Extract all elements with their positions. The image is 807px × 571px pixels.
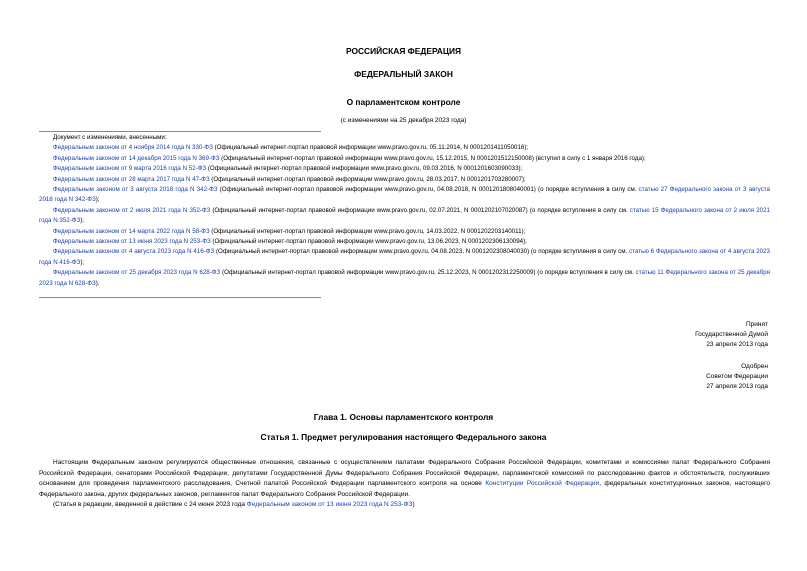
changes-intro: Документ с изменениями, внесенными:	[53, 134, 167, 141]
article-link[interactable]: статью 11 Федерального закона от 25 декабря 2023 года N 628-ФЗ	[39, 269, 770, 287]
article-link[interactable]: статью 27 Федерального закона от 3 августа 2018 года N 342-ФЗ	[39, 186, 771, 204]
law-title: О парламентском контроле	[346, 97, 461, 107]
amendment-link[interactable]: Федеральным законом от 9 марта 2016 года N 52-ФЗ	[53, 165, 207, 173]
adopted-line: Государственной Думой	[695, 331, 768, 339]
change-item: Федеральным законом от 13 июня 2023 года N 253-ФЗ (Официальный интернет-портал правовой информации www.pravo.gov.ru, 13.06.2023, N 0001202306130094);	[53, 238, 527, 246]
body-paragraph: Настоящим Федеральным законом регулируются общественные отношения, связанные с осуществлением палатами Федерального Собрания Российской Федерации, комитетами и комиссиями палат Федерального Собрания Российской Федерации, сенаторами Российской Федерации, депутатами Государственной Думы Федерального Собрания Российской Федерации, парламентской комиссией по расследованию фактов и обстоятельств, послуживших основанием для проведения парламентского расследования, Счетной палатой Российской Федерации парламентского контроля на основе Конституции Российской Федерации, федеральных конституционных законов, настоящего Федерального закона, других федеральных законов, регламентов палат Федерального Собрания Российской Федерации.	[39, 459, 770, 498]
adopted-line: Принят	[745, 321, 768, 328]
approved-line: Советом Федерации	[706, 373, 768, 381]
edition-note: (с изменениями на 25 декабря 2023 года)	[340, 117, 467, 124]
amendment-link[interactable]: Федеральным законом от 13 июня 2023 года N 253-ФЗ	[53, 238, 211, 246]
change-item: Федеральным законом от 3 августа 2018 года N 342-ФЗ (Официальный интернет-портал правовой информации www.pravo.gov.ru, 04.08.2018, N 0001201808040001) (о порядке вступления в силу см. статью 27 Федерального закона от 3 августа 2018 года N 342-ФЗ);	[39, 186, 771, 204]
approved-line: Одобрен	[741, 363, 768, 370]
adopted-date: 23 апреля 2013 года	[706, 341, 768, 349]
article-link[interactable]: статью 6 Федерального закона от 4 августа 2023 года N 416-ФЗ	[39, 248, 770, 266]
article-heading: Статья 1. Предмет регулирования настоящего Федерального закона	[260, 432, 547, 442]
amendment-link[interactable]: Федеральным законом от 13 июня 2023 года N 253-ФЗ	[246, 501, 413, 509]
change-item: Федеральным законом от 4 ноября 2014 года N 330-ФЗ (Официальный интернет-портал правовой информации www.pravo.gov.ru, 05.11.2014, N 0001201411050016);	[53, 144, 529, 152]
amendment-link[interactable]: Федеральным законом от 25 декабря 2023 года N 628-ФЗ	[53, 269, 221, 277]
amendment-link[interactable]: Федеральным законом от 3 августа 2018 года N 342-ФЗ	[53, 186, 218, 194]
amendment-link[interactable]: Федеральным законом от 14 декабря 2015 года N 369-ФЗ	[53, 154, 220, 162]
changes-top-divider	[39, 131, 321, 132]
change-item: Федеральным законом от 2 июля 2021 года N 352-ФЗ (Официальный интернет-портал правовой информации www.pravo.gov.ru, 02.07.2021, N 0001202107020087) (о порядке вступления в силу см. статью 15 Федерального закона от 2 июля 2021 года N 352-ФЗ);	[39, 206, 770, 225]
article-link[interactable]: статью 15 Федерального закона от 2 июля 2021 года N 352-ФЗ	[39, 206, 770, 225]
approved-block	[706, 362, 768, 393]
changes-list	[39, 133, 770, 289]
chapter-heading: Глава 1. Основы парламентского контроля	[313, 412, 494, 422]
changes-bottom-divider	[39, 297, 321, 298]
change-item: Федеральным законом от 25 декабря 2023 года N 628-ФЗ (Официальный интернет-портал правовой информации www.pravo.gov.ru, 25.12.2023, N 0001202312250009) (о порядке вступления в силу см. статью 11 Федерального закона от 25 декабря 2023 года N 628-ФЗ).	[39, 269, 770, 287]
article-body	[39, 458, 770, 511]
amendment-link[interactable]: Федеральным законом от 14 марта 2022 года N 58-ФЗ	[53, 227, 210, 235]
country-heading: РОССИЙСКАЯ ФЕДЕРАЦИЯ	[345, 46, 462, 56]
constitution-link[interactable]: Конституции Российской Федерации	[485, 480, 600, 488]
approved-date: 27 апреля 2013 года	[706, 383, 768, 391]
edition-paragraph: (Статья в редакции, введенной в действие с 24 июня 2023 года Федеральным законом от 13 июня 2023 года N 253-ФЗ)	[53, 501, 415, 509]
change-item: Федеральным законом от 14 декабря 2015 года N 369-ФЗ (Официальный интернет-портал правовой информации www.pravo.gov.ru, 15.12.2015, N 0001201512150008) (вступил в силу с 1 января 2016 года);	[53, 154, 646, 162]
law-type-heading: ФЕДЕРАЛЬНЫЙ ЗАКОН	[354, 69, 453, 79]
change-item: Федеральным законом от 4 августа 2023 года N 416-ФЗ (Официальный интернет-портал правовой информации www.pravo.gov.ru, 04.08.2023, N 0001202308040030) (о порядке вступления в силу см. статью 6 Федерального закона от 4 августа 2023 года N 416-ФЗ);	[39, 248, 770, 266]
adopted-block	[695, 320, 768, 351]
change-item: Федеральным законом от 14 марта 2022 года N 58-ФЗ (Официальный интернет-портал правовой информации www.pravo.gov.ru, 14.03.2022, N 0001202203140011);	[53, 227, 526, 235]
amendment-link[interactable]: Федеральным законом от 4 ноября 2014 года N 330-ФЗ	[53, 144, 213, 152]
amendment-link[interactable]: Федеральным законом от 2 июля 2021 года N 352-ФЗ	[53, 206, 211, 214]
amendment-link[interactable]: Федеральным законом от 28 марта 2017 года N 47-ФЗ	[53, 175, 210, 183]
change-item: Федеральным законом от 9 марта 2016 года N 52-ФЗ (Официальный интернет-портал правовой информации www.pravo.gov.ru, 09.03.2016, N 0001201603090033);	[53, 165, 523, 173]
change-item: Федеральным законом от 28 марта 2017 года N 47-ФЗ (Официальный интернет-портал правовой информации www.pravo.gov.ru, 28.03.2017, N 0001201703280007);	[53, 175, 526, 183]
amendment-link[interactable]: Федеральным законом от 4 августа 2023 года N 416-ФЗ	[53, 248, 215, 256]
